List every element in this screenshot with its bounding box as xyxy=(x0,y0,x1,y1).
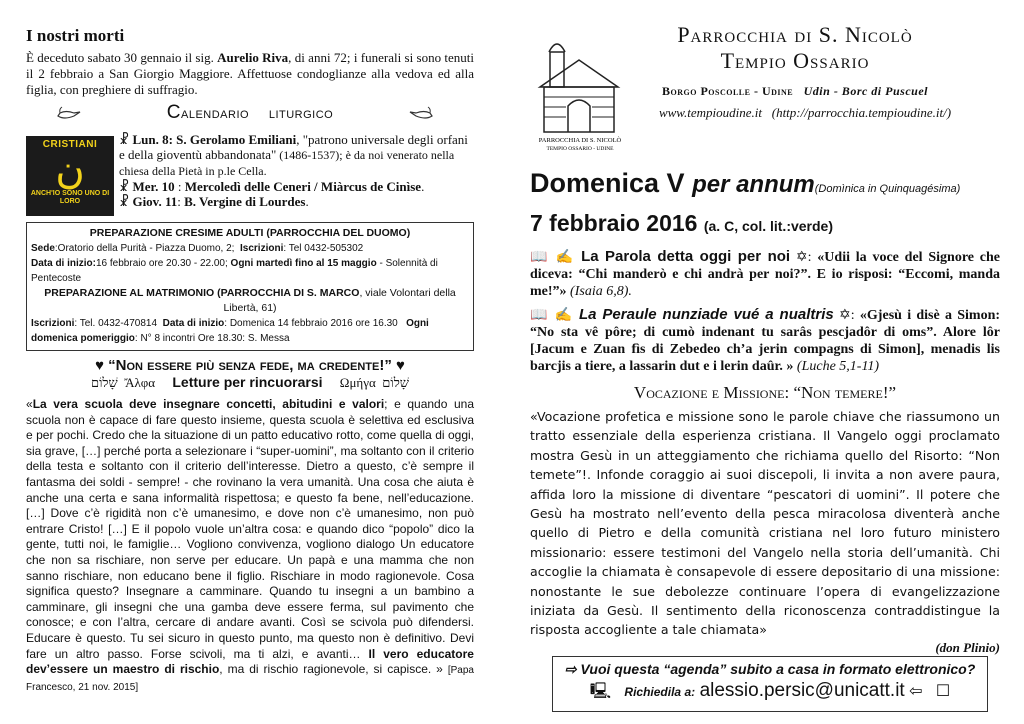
readings-line: שָׁלוֹם Ἄλφα Letture per rincuorarsi Ωμήγα שָׁלוֹם xyxy=(90,374,410,390)
sunday-section xyxy=(530,167,1000,656)
parish-website[interactable]: www.tempioudine.it (http://parrocchia.tempioudine.it/) xyxy=(658,105,952,120)
left-column xyxy=(26,26,474,695)
heart-icon: ♥ xyxy=(95,357,104,374)
vocation-title: Vocazione e Missione: “Non temere!” xyxy=(633,383,897,402)
matrimonio-title: PREPARAZIONE AL MATRIMONIO (PARROCCHIA DI S. MARCO, viale Volontari della Libertà, 61) xyxy=(44,287,456,314)
oil-lamp-icon xyxy=(56,104,82,127)
calendar-entry: ☧ Lun. 8: S. Gerolamo Emiliani, "patrono universale degli orfani e della gioventù abbandonata" (1486-1537); è da noi venerato nella chiesa della Pietà in p.le Cella. xyxy=(119,132,468,178)
calendar-entries xyxy=(119,132,474,209)
pope-letter: «La vera scuola deve insegnare concetti, abitudini e valori; e quando una scuola non è capace di fare questo insieme, questa scuola è selettiva ed esclusiva e per pochi. Credo che la situazione di un patto educativo rotto, come quella di oggi, sia grave, […] perché porta a selezionare i “super-uomini”, ma soltanto con il criterio della testa e soltanto con il criterio dell’interesse. Dietro a questo, c’è sempre il fantasma dei soldi - sempre! - che rovinano la vera umanità. Una cosa che aiuta è anche una certa e sana informalità rispettosa; e questo fa bene, nell’educazione. […] Dove c’è rigidità non c’è umanesimo, e dove non c’è umanesimo, non può entrare Cristo! […] E il popolo vuole un’altra cosa: e quando dico “popolo” dico la gente, tutti noi, le famiglie… Vogliono convivenza, vogliono dialogo Un educatore che non sa rischiare, non serve per educare. Un papà e una mamma che non sanno rischiare, non educano bene il figlio. Rischiare in modo ragionevole. Cosa significa questo? Insegnare a camminare. Quando tu insegni a un bambino a camminare, gli insegni che una gamba deve essere ferma, sul pavimento che conosce; e con l’altra, cercare di andare avanti. Così se scivola può difendersi. Educare è questo. Tu sei sicuro in questo punto, ma questo non è definitivo. Devi fare un altro passo. Forse scivoli, ma ti alzi, e avanti… Il vero educatore dev’essere un maestro di rischio, ma di rischio ragionevole, si capisce. » [Papa Francesco, 21 nov. 2015] xyxy=(26,397,475,693)
right-column xyxy=(530,22,1001,655)
deceased-text: È deceduto sabato 30 gennaio il sig. Aurelio Riva, di anni 72; i funerali si sono tenuti il 2 febbraio a San Giorgio Maggiore. Affettuose condoglianze alla vedova ed alla figlia, con preghiere di suffragio. xyxy=(26,50,474,97)
cresime-title: PREPARAZIONE CRESIME ADULTI (PARROCCHIA DEL DUOMO) xyxy=(89,227,411,239)
computer-icon: 🖳 xyxy=(589,683,612,700)
open-book-icon: 📖 xyxy=(530,308,550,323)
calendar-body xyxy=(26,132,474,220)
star-of-david-icon: ✡ xyxy=(839,308,851,323)
agenda-question: ⇨ Vuoi questa “agenda” subito a casa in formato elettronico? xyxy=(564,661,976,677)
star-of-david-icon: ✡ xyxy=(795,250,808,265)
matrimonio-info: Iscrizioni: Tel. 0432-470814 Data di inizio: Domenica 14 febbraio 2016 ore 16.30 Ogni domenica pomeriggio: N° 8 incontri Ore 18.30: S. Messa xyxy=(31,318,429,344)
email-link[interactable]: alessio.persic@unicatt.it xyxy=(699,680,905,701)
parish-name: Parrocchia di S. Nicolò Tempio Ossario xyxy=(677,22,913,73)
deceased-title: I nostri morti xyxy=(26,26,125,45)
parish-address: Borgo Poscolle - Udine Udin - Borc di Puscuel xyxy=(662,84,928,98)
church-logo xyxy=(530,32,630,152)
cresime-date: Data di inizio:16 febbraio ore 20.30 - 22.00; Ogni martedì fino al 15 maggio - Solennità di Pentecoste xyxy=(31,258,438,284)
phone-icon: ☐ xyxy=(935,683,951,700)
signature: (don Plinio) xyxy=(935,639,1000,655)
open-book-icon: 📖 xyxy=(530,250,550,265)
sunday-title: Domenica V per annum(Domìnica in Quinquagésima) xyxy=(530,168,961,198)
sunday-date: 7 febbraio 2016 (a. C, col. lit.:verde) xyxy=(530,210,833,236)
calendar-title: Calendario liturgico xyxy=(26,102,474,130)
agenda-box xyxy=(552,656,988,712)
logo-caption: TEMPIO OSSARIO - UDINE xyxy=(546,146,614,152)
calendar-entry: ☧ Mer. 10 : Mercoledì delle Ceneri / Miàrcus de Cinìse. xyxy=(119,179,425,194)
calendar-entry: ☧ Giov. 11: B. Vergine di Lourdes. xyxy=(119,194,309,209)
agenda-request: 🖳 Richiedila a: alessio.persic@unicatt.it ⇦ ☐ xyxy=(589,680,951,701)
cresime-sede: Sede:Oratorio della Purità - Piazza Duomo, 2; Iscrizioni: Tel 0432-505302 xyxy=(31,243,364,254)
logo-caption: PARROCCHIA DI S. NICOLÒ xyxy=(538,137,622,144)
cristiani-image: CRISTIANI ن ANCH'IO SONO UNO DI LORO xyxy=(26,136,114,216)
faith-motto: ♥ “Non essere più senza fede, ma credente!” ♥ xyxy=(95,357,405,374)
preparation-box xyxy=(26,222,474,351)
arrow-right-icon: ⇨ xyxy=(564,661,577,677)
vocation-text: «Vocazione profetica e missione sono le parole chiave che riassumono un tratto essenziale della esperienza cristiana. Il Vangelo oggi proclamato mostra Gesù in un atteggiamento che richiama quello del Risorto: “Non temete”!. Infonde coraggio ai suoi discepoli, li invita a non avere paura, affida loro la missione di diventare “pescatori di uomini”. Il potere che Gesù ha mostrato nell’evento della pesca miracolosa diventerà anche quello di Pietro e della comunità cristiana nel loro futuro ministero missionario: essere testimoni del Vangelo nella storia dell’umanità. Chi accoglie la chiamata è consapevole di essere depositario di una missione: nonostante le sue debolezze continuare l’opera di evangelizzazione iniziata da Gesù. Il sentimento della riconoscenza contraddistingue la risposta accogliente a tale chiamata» xyxy=(530,409,1000,638)
arrow-left-icon: ⇦ xyxy=(909,683,923,700)
pen-icon: ✍ xyxy=(554,308,574,323)
heart-icon: ♥ xyxy=(396,357,405,374)
oil-lamp-icon xyxy=(408,104,434,127)
reading-2: 📖 ✍ La Peraule nunziade vué a nualtris ✡: «Gjesù i disè a Simon: “No sta vê pôre; di cumò indenant tu sarâs pescjadôr di oms”. Alore lôr [Jacum e Zuan fìs di Zebedeo ch’a jerin compagns di Simon], menadis lis barcjis a tiere, a lassarin dut e i lerin daûr. » (Luche 5,1-11) xyxy=(530,306,1001,374)
pen-icon: ✍ xyxy=(555,250,576,265)
reading-1: 📖 ✍ La Parola detta oggi per noi ✡: «Udii la voce del Signore che diceva: “Chi manderò e chi andrà per noi?”. E io risposi: “Eccomi, manda me!”» (Isaia 6,8). xyxy=(530,248,1001,299)
